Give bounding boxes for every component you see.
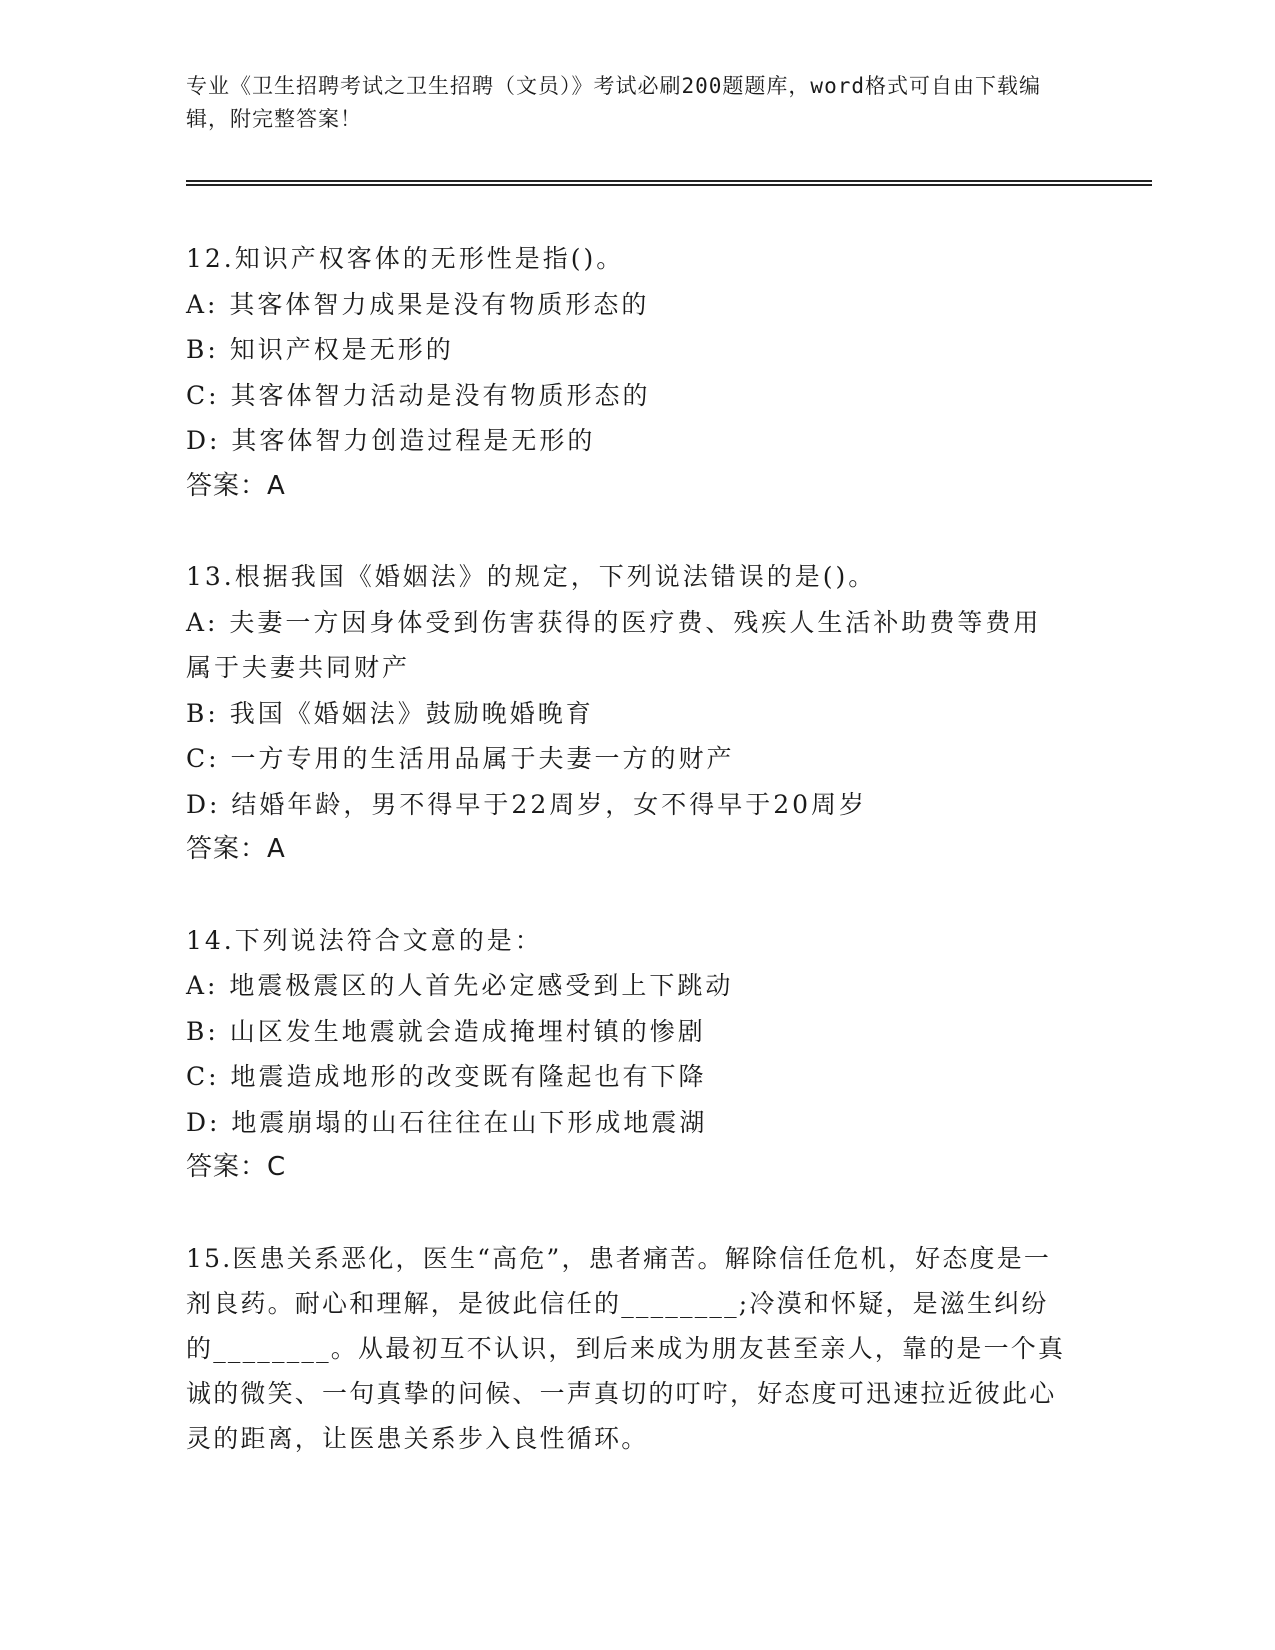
option-b: B: 知识产权是无形的 (186, 335, 454, 364)
question-13 (186, 554, 1146, 873)
option-c: C: 地震造成地形的改变既有隆起也有下降 (186, 1062, 707, 1091)
option-c: C: 一方专用的生活用品属于夫妻一方的财产 (186, 744, 735, 773)
question-stem: 13.根据我国《婚姻法》的规定，下列说法错误的是()。 (186, 562, 877, 591)
option-b: B: 我国《婚姻法》鼓励晚婚晚育 (186, 698, 594, 728)
document-header: 专业《卫生招聘考试之卫生招聘（文员）》考试必刷200题题库，word格式可自由下载编辑，附完整答案！ (186, 74, 1041, 131)
option-a: A: 夫妻一方因身体受到伤害获得的医疗费、残疾人生活补助费等费用属于夫妻共同财产 (186, 607, 1042, 682)
answer: 答案：C (186, 1152, 287, 1182)
question-15 (186, 1236, 1146, 1461)
answer: 答案：A (186, 470, 286, 501)
option-a: A: 地震极震区的人首先必定感受到上下跳动 (186, 971, 734, 1000)
option-b: B: 山区发生地震就会造成掩埋村镇的惨剧 (186, 1016, 706, 1046)
question-stem: 14.下列说法符合文意的是： (186, 925, 543, 955)
option-d: D: 其客体智力创造过程是无形的 (186, 426, 596, 455)
option-c: C: 其客体智力活动是没有物质形态的 (186, 380, 651, 410)
question-stem: 12.知识产权客体的无形性是指()。 (186, 244, 625, 273)
option-a: A: 其客体智力成果是没有物质形态的 (186, 289, 650, 319)
document-page (186, 70, 1146, 1461)
option-d: D: 结婚年龄，男不得早于22周岁，女不得早于20周岁 (186, 789, 868, 819)
question-passage: 15.医患关系恶化，医生“高危”，患者痛苦。解除信任危机，好态度是一剂良药。耐心和理解，是彼此信任的________;冷漠和怀疑，是滋生纠纷的________。从最初互不认识，到后来成为朋友甚至亲人，靠的是一个真诚的微笑、一句真挚的问候、一声真切的叮咛，好态度可迅速拉近彼此心灵的距离，让医患关系步入良性循环。 (186, 1243, 1066, 1453)
answer: 答案：A (186, 834, 286, 864)
header-divider (186, 180, 1152, 186)
option-d: D: 地震崩塌的山石往往在山下形成地震湖 (186, 1107, 708, 1137)
question-14 (186, 918, 1146, 1191)
question-12 (186, 236, 1146, 509)
